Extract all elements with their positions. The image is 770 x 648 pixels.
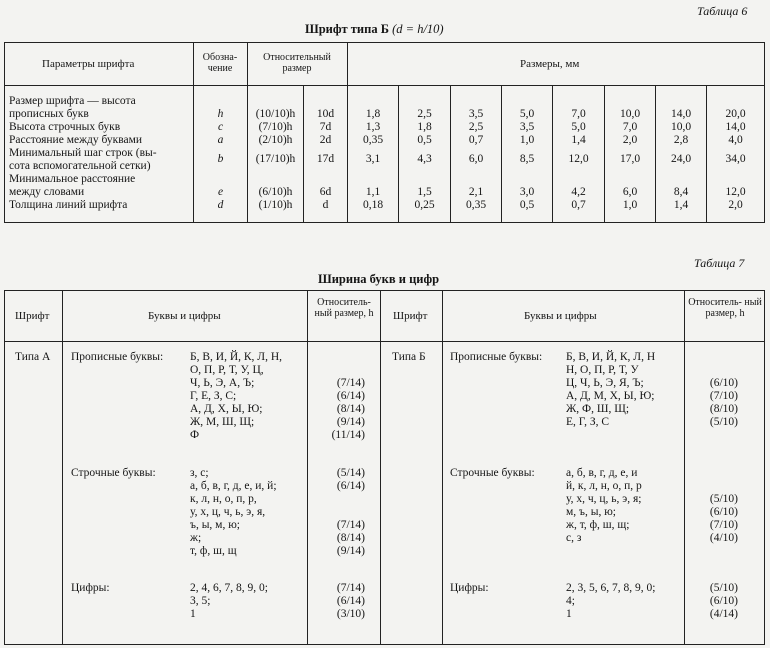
size-value: 3,0 xyxy=(519,186,535,198)
size-value: 0,5 xyxy=(417,134,432,146)
param-cap-height: Размер шрифта — высота прописных букв xyxy=(9,95,136,120)
font-type-b: Типа Б xyxy=(392,351,426,363)
relative-size: (4/14) xyxy=(709,608,738,620)
table7-header-rule xyxy=(4,341,765,342)
relative-size: (7/10) xyxy=(709,519,738,531)
relative-h-column xyxy=(248,95,303,212)
relative-size: (7/14) xyxy=(336,582,365,594)
header-sizes-mm: Размеры, мм xyxy=(520,58,580,70)
lowercase-sizes-a xyxy=(308,467,365,558)
lowercase-sizes-b xyxy=(686,493,738,545)
size-column xyxy=(656,95,706,212)
size-value: 6,0 xyxy=(468,153,484,165)
header-relative-size: Относительный размер xyxy=(263,52,331,74)
relative-size: (9/14) xyxy=(336,416,365,428)
uppercase-letters-b: Б, В, И, Й, К, Л, Н Н, О, П, Р, Т, У Ц, Ч, Ь, Э, Я, Ъ; А, Д, М, Х, Ы, Ю; Ж, Ф, Ш, Щ; Е, Г, З, С xyxy=(566,351,656,428)
table7-bottom-rule xyxy=(4,644,765,645)
header-font-right: Шрифт xyxy=(393,310,428,322)
relative-size: (5/10) xyxy=(709,416,738,428)
size-value: 1,5 xyxy=(417,186,432,198)
symbol-b: b xyxy=(217,153,224,165)
relative-size: (5/14) xyxy=(336,467,365,479)
symbol-c: c xyxy=(217,121,224,133)
digit-sizes-a xyxy=(308,582,365,621)
param-list xyxy=(9,95,157,212)
header-params: Параметры шрифта xyxy=(42,58,135,70)
param-line-thickness: Толщина линий шрифта xyxy=(9,199,128,211)
size-value: 2,1 xyxy=(468,186,484,198)
relative-size: (7/14) xyxy=(336,519,365,531)
size-value: 0,7 xyxy=(571,199,586,211)
size-column xyxy=(451,95,501,212)
size-column xyxy=(502,95,552,212)
uppercase-letters-a: Б, В, И, Й, К, Л, Н, О, П, Р, Т, У, Ц, Ч, Ь, Э, А, Ъ; Г, Е, З, С; А, Д, Х, Ы, Ю; Ж, М, Ш, Щ; Ф xyxy=(190,351,283,441)
size-value: 10,0 xyxy=(670,121,692,133)
size-value: 12,0 xyxy=(568,153,589,165)
size-value: 17,0 xyxy=(619,153,641,165)
size-value: 1,0 xyxy=(519,134,535,146)
symbol-e: e xyxy=(217,186,224,198)
relative-h-value: (6/10)h xyxy=(258,186,293,198)
header-designation: Обозна- чение xyxy=(202,52,238,74)
size-value: 0,35 xyxy=(362,134,384,146)
relative-size: (8/14) xyxy=(336,532,365,544)
relative-size: (6/14) xyxy=(336,480,365,492)
relative-h-value: (7/10)h xyxy=(258,121,293,133)
size-column xyxy=(707,95,764,212)
size-value: 0,5 xyxy=(519,199,535,211)
relative-size: (3/10) xyxy=(336,608,365,620)
size-column xyxy=(605,95,655,212)
size-value: 12,0 xyxy=(725,186,746,198)
size-value: 0,18 xyxy=(362,199,384,211)
size-value: 7,0 xyxy=(571,108,586,120)
table7-border-right xyxy=(764,290,765,644)
table6-title xyxy=(305,22,444,37)
lowercase-letters-a: з, с; а, б, в, г, д, е, и, й; к, л, н, о, п, р, у, х, ц, ч, ь, э, я, ъ, ы, м, ю; ж; т, ф, ш, щ xyxy=(190,467,277,557)
size-column xyxy=(399,95,450,212)
size-value: 10,0 xyxy=(619,108,641,120)
lowercase-letters-b: а, б, в, г, д, е, и й, к, л, н, о, п, р у, х, ч, ц, ь, э, я; м, ъ, ы, ю; ж, т, ф, ш, щ; с, з xyxy=(566,467,642,544)
table7-caption: Таблица 7 xyxy=(694,256,745,270)
param-line-step: Минимальный шаг строк (вы- сота вспомогательной сетки) xyxy=(9,147,157,172)
size-value: 0,25 xyxy=(414,199,435,211)
relative-d-value: 10d xyxy=(316,108,335,120)
size-value: 2,0 xyxy=(728,199,743,211)
size-value: 1,1 xyxy=(365,186,381,198)
relative-size: (8/14) xyxy=(336,403,365,415)
table6-top-rule xyxy=(4,42,765,43)
size-value: 1,0 xyxy=(622,199,638,211)
table7-divider xyxy=(684,290,685,644)
relative-size: (6/14) xyxy=(336,595,365,607)
header-relative-left: Относитель- ный размер, h xyxy=(314,297,374,319)
relative-h-value: (2/10)h xyxy=(258,134,293,146)
relative-h-value: (1/10)h xyxy=(258,199,293,211)
relative-h-value: (17/10)h xyxy=(255,153,296,165)
size-value: 1,4 xyxy=(673,199,689,211)
size-column xyxy=(348,95,398,212)
digits-label-a: Цифры: xyxy=(71,582,110,594)
table7-title: Ширина букв и цифр xyxy=(318,272,440,286)
relative-size: (7/14) xyxy=(336,377,365,389)
symbol-column xyxy=(194,95,247,212)
table6-title-formula: (d = h/10) xyxy=(392,22,444,36)
table7-divider xyxy=(62,290,63,644)
size-value: 4,0 xyxy=(728,134,743,146)
uppercase-label-b: Прописные буквы: xyxy=(450,351,543,363)
table6-border-right xyxy=(764,42,765,222)
symbol-d: d xyxy=(217,199,224,211)
size-value: 4,2 xyxy=(571,186,586,198)
size-value: 2,5 xyxy=(417,108,432,120)
size-value: 0,35 xyxy=(465,199,487,211)
relative-d-value: 17d xyxy=(316,153,335,165)
relative-size: (6/10) xyxy=(709,377,738,389)
relative-size: (5/10) xyxy=(709,582,738,594)
table6-bottom-rule xyxy=(4,222,765,223)
size-value: 7,0 xyxy=(622,121,638,133)
table7-divider xyxy=(442,290,443,644)
header-letters-right: Буквы и цифры xyxy=(524,310,597,322)
relative-size: (5/10) xyxy=(709,493,738,505)
size-value: 3,5 xyxy=(468,108,484,120)
font-type-a: Типа А xyxy=(15,351,51,363)
param-lowercase-height: Высота строчных букв xyxy=(9,121,121,133)
relative-d-value: 7d xyxy=(319,121,332,133)
uppercase-label-a: Прописные буквы: xyxy=(71,351,164,363)
header-font-left: Шрифт xyxy=(15,310,50,322)
table6-caption: Таблица 6 xyxy=(697,4,748,18)
size-value: 24,0 xyxy=(670,153,692,165)
table7-divider xyxy=(380,290,381,644)
digits-a: 2, 4, 6, 7, 8, 9, 0; 3, 5; 1 xyxy=(190,582,268,620)
header-relative-right: Относитель- ный размер, h xyxy=(688,297,762,319)
size-value: 2,5 xyxy=(468,121,484,133)
size-value: 2,8 xyxy=(673,134,689,146)
relative-size: (6/10) xyxy=(709,506,738,518)
size-value: 14,0 xyxy=(670,108,692,120)
header-letters-left: Буквы и цифры xyxy=(148,310,221,322)
size-value: 0,7 xyxy=(468,134,484,146)
symbol-h: h xyxy=(217,108,224,120)
table6-header-rule xyxy=(4,85,765,86)
lowercase-label-a: Строчные буквы: xyxy=(71,467,156,479)
size-value: 8,4 xyxy=(673,186,689,198)
size-value: 8,5 xyxy=(519,153,535,165)
size-value: 1,3 xyxy=(365,121,381,133)
size-value: 1,8 xyxy=(417,121,432,133)
relative-d-value: d xyxy=(322,199,329,211)
table6-title-text: Шрифт типа Б xyxy=(305,22,389,36)
digit-sizes-b xyxy=(686,582,738,621)
uppercase-sizes-b xyxy=(686,377,738,429)
relative-size: (4/10) xyxy=(709,532,738,544)
size-value: 14,0 xyxy=(725,121,746,133)
size-value: 1,4 xyxy=(571,134,586,146)
relative-size: (6/10) xyxy=(709,595,738,607)
size-value: 5,0 xyxy=(519,108,535,120)
size-value: 1,8 xyxy=(365,108,381,120)
size-value: 3,1 xyxy=(365,153,381,165)
relative-size: (9/14) xyxy=(336,545,365,557)
lowercase-label-b: Строчные буквы: xyxy=(450,467,535,479)
param-word-spacing: Минимальное расстояние между словами xyxy=(9,173,136,198)
size-value: 2,0 xyxy=(622,134,638,146)
uppercase-sizes-a xyxy=(308,377,365,442)
param-letter-spacing: Расстояние между буквами xyxy=(9,134,143,146)
symbol-a: a xyxy=(217,134,224,146)
size-value: 4,3 xyxy=(417,153,432,165)
relative-d-column xyxy=(304,95,347,212)
size-value: 3,5 xyxy=(519,121,535,133)
table7-top-rule xyxy=(4,290,765,291)
relative-h-value: (10/10)h xyxy=(255,108,296,120)
relative-size: (7/10) xyxy=(709,390,738,402)
size-value: 34,0 xyxy=(725,153,746,165)
size-value: 6,0 xyxy=(622,186,638,198)
relative-size: (11/14) xyxy=(331,429,365,441)
size-value: 5,0 xyxy=(571,121,586,133)
digits-label-b: Цифры: xyxy=(450,582,489,594)
relative-d-value: 2d xyxy=(319,134,332,146)
size-column xyxy=(553,95,604,212)
digits-b: 2, 3, 5, 6, 7, 8, 9, 0; 4; 1 xyxy=(566,582,656,620)
relative-size: (6/14) xyxy=(336,390,365,402)
relative-d-value: 6d xyxy=(319,186,332,198)
table6-border-left xyxy=(4,42,5,222)
size-value: 20,0 xyxy=(725,108,746,120)
relative-size: (8/10) xyxy=(709,403,738,415)
table7-border-left xyxy=(4,290,5,644)
